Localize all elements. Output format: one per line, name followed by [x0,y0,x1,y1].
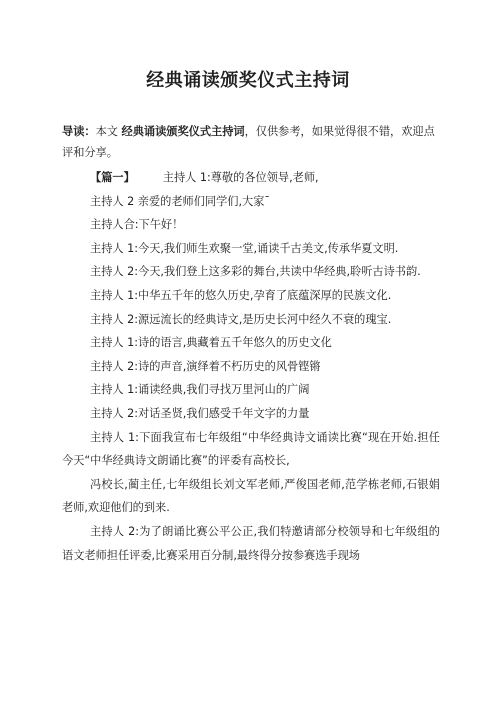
lead-text-before: 本文 [95,125,122,138]
lead-paragraph [62,121,440,163]
script-line: 主持人合:下午好！ [90,218,184,232]
script-line: 主持人 2:源远流长的经典诗文,是历史长河中经久不衰的瑰宝. [90,312,392,326]
script-line: 主持人 2 亲爱的老师们同学们,大家¯ [90,194,271,208]
first-line-text: 主持人 1:尊敬的各位领导,老师, [162,171,319,184]
script-line: 主持人 1:今天,我们师生欢聚一堂,诵读千古美文,传承华夏文明. [90,241,399,255]
script-line: 主持人 2:今天,我们登上这多彩的舞台,共读中华经典,聆听古诗书韵. [90,265,421,279]
script-line: 主持人 1:诵读经典,我们寻找万里河山的广阔 [90,383,310,397]
script-line: 主持人 1:下面我宣布七年级组“中华经典诗文诵读比赛“现在开始.担任今天“中华经典诗文朗诵比赛”的评委有高校长, [62,430,440,468]
lead-text-after: ，仅供参考，如果觉得很不错，欢迎点评和分享。 [62,125,435,159]
script-line: 主持人 2:诗的声音,演绎着不朽历史的风骨铿锵 [90,359,321,373]
document-body [62,166,440,567]
script-line: 主持人 2:为了朗诵比赛公平公正,我们特邀请部分校领导和七年级组的语文老师担任评委,比赛采用百分制,最终得分按参赛选手现场 [62,524,440,562]
lead-label: 导读： [62,125,96,138]
script-line: 主持人 1:中华五千年的悠久历史,孕育了底蕴深厚的民族文化. [90,288,392,302]
lead-title-reference: 经典诵读颁奖仪式主持词 [121,125,245,138]
section-first-line [62,166,440,190]
script-line: 主持人 1:诗的语言,典藏着五千年悠久的历史文化 [90,336,332,350]
script-line: 冯校长,蔺主任,七年级组长刘文军老师,严俊国老师,范学栋老师,石银娟老师,欢迎他们的到来. [62,477,440,515]
script-line: 主持人 2:对话圣贤,我们感受千年文字的力量 [90,406,310,420]
document-title: 经典诵读颁奖仪式主持词 [146,70,350,91]
section-tag: 【篇一】 [90,171,135,184]
